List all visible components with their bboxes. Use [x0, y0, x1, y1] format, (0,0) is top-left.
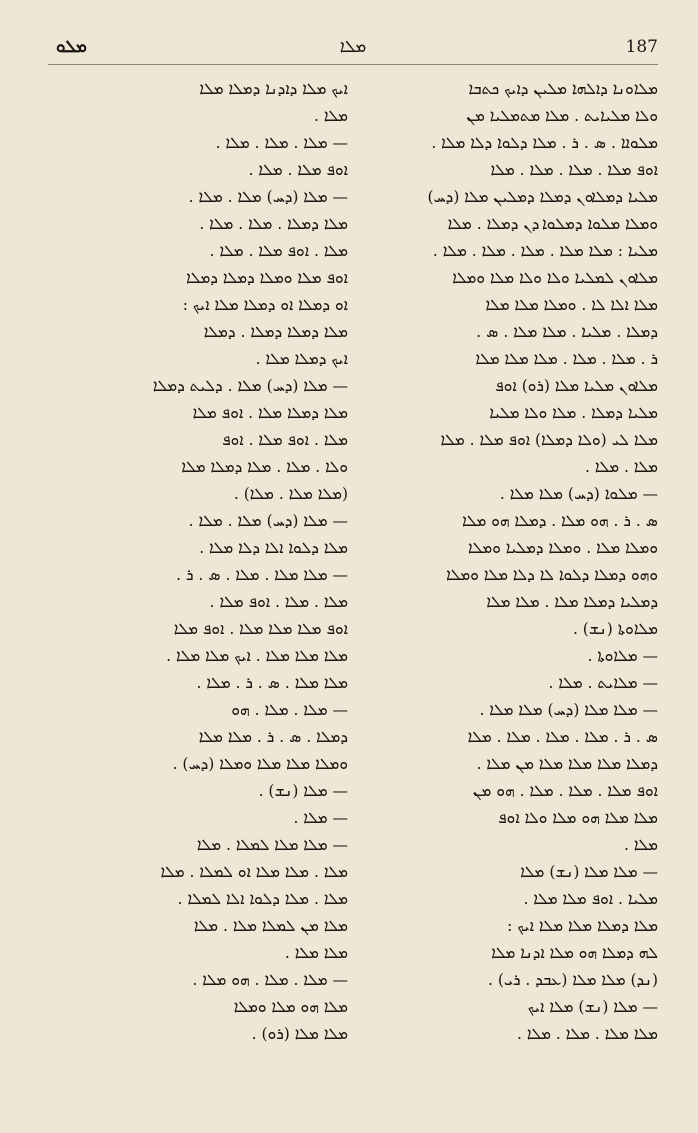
text-line: ܐܘܦ ܡܠܐ . ܡܠܐ . ܡܠܐ . ܗܘ ܡܢ — [472, 782, 658, 800]
text-line: ܡܠܐ . — [623, 836, 658, 854]
text-line: — ܡܠܐܝܬ . ܡܠܐ . — [548, 674, 658, 692]
text-line: ܡܠܘܐܐ . ܣ . ܪ . ܡܠܐ ܕܠܘܐ ܕܠܐ ܡܠܐ . — [431, 134, 658, 152]
text-line: — ܡܠܐ (ܕܚ) ܡܠܐ . ܡܠܐ . — [188, 188, 348, 206]
text-line: — ܡܠܐ . ܡܠܐ . ܡܠܐ . — [215, 134, 348, 152]
text-line: ܡܠܐ ܡܠܐ ܡܠܐ . ܐܝܟ ܡܠܐ ܡܠܐ . — [166, 647, 348, 665]
text-line: ܡܠܐ . ܡܠܐ . — [585, 458, 658, 476]
text-line: ܡܠܐ . ܐܘܦ ܡܠܐ . ܐܘܦ — [222, 431, 348, 449]
header-running-title: ܡܠܐ — [339, 37, 367, 57]
text-line: ܡܠܐ ܕܠܘܐ ܐܠܐ ܕܠܐ ܡܠܐ . — [199, 539, 348, 557]
text-line: ܡܠܐ ܡܠܐ . ܡܠܐ . ܡܠܐ . — [516, 1025, 658, 1043]
text-line: ܡܠܐ ܕܡܠܐ ܡܠܐ . ܐܘܦ ܡܠܐ — [192, 404, 348, 422]
text-line: ܣ . ܪ . ܡܠܐ . ܡܠܐ . ܡܠܐ . ܡܠܐ — [467, 728, 658, 746]
text-line: — ܡܠܐ ܡܠܐ (ܢܫ) ܡܠܐ — [520, 863, 658, 881]
right-column — [358, 76, 658, 1048]
text-line: ܡܠܐ . ܐܘܦ ܡܠܐ . ܡܠܐ . — [209, 242, 348, 260]
text-line: ܡܠܐ . — [313, 107, 348, 125]
text-line: ܡܠܐ ܡܠܐ . ܣ . ܪ . ܡܠܐ . — [196, 674, 348, 692]
text-line: ܘܠܐ . ܡܠܐ . ܡܠܐ ܕܡܠܐ ܡܠܐ — [181, 458, 348, 476]
text-line: ܘܡܠܐ ܡܠܐ . ܘܡܠܐ ܕܡܠܝܐ ܘܡܠܐ — [468, 539, 658, 557]
text-line: ܘܡܠܐ ܡܠܐ ܡܠܐ ܘܡܠܐ (ܕܚ) . — [172, 755, 348, 773]
text-line: — ܡܠܐ (ܢܫ) ܡܠܐ ܐܝܟ — [527, 998, 658, 1016]
text-line: — ܡܠܘܐ (ܕܚ) ܡܠܐ ܡܠܐ . — [499, 485, 658, 503]
header-catchword: ܡܠܘ — [56, 37, 87, 57]
text-line: ܡܠܐ ܡܢ ܠܡܠܐ ܡܠܐ . ܡܠܐ — [193, 917, 348, 935]
text-line: ܘܠܐ ܡܠܝܐܝܬ . ܡܠܐ ܡܬܡܠܝܐ ܡܢ — [466, 107, 658, 125]
text-line: ܡܠܐ ܕܡܠܐ ܕܡܠܐ . ܕܡܠܐ — [203, 323, 348, 341]
left-column — [48, 76, 348, 1048]
text-line: ܐܘܦ ܡܠܐ . ܡܠܐ . — [248, 161, 348, 179]
text-line: ܕܡܠܐ . ܣ . ܪ . ܡܠܐ ܡܠܐ — [198, 728, 348, 746]
page-header — [48, 36, 658, 58]
text-line: ܡܠܐܘܬܐ (ܢܫ) . — [572, 620, 658, 638]
text-line: ܘܗܘ ܕܡܠܐ ܕܠܘܐ ܠܐ ܕܠܐ ܡܠܐ ܘܡܠܐ — [446, 566, 658, 584]
page-number: 187 — [625, 37, 658, 57]
text-line: ܡܠܝܐ . ܐܘܦ ܡܠܐ ܡܠܐ . — [523, 890, 658, 908]
text-line: — ܡܠܐ (ܢܫ) . — [258, 782, 348, 800]
text-line: — ܡܠܐ (ܕܚ) ܡܠܐ . ܡܠܐ . — [188, 512, 348, 530]
header-rule — [48, 64, 658, 65]
text-line: — ܡܠܐ ܡܠܐ (ܕܚ) ܡܠܐ ܡܠܐ . — [479, 701, 658, 719]
text-line: ܡܠܐ . ܡܠܐ . ܐܘܦ ܡܠܐ . — [209, 593, 348, 611]
text-line: ܡܠܐܘܢ ܠܡܠܝܐ ܘܠܐ ܘܠܐ ܡܠܐ ܘܡܠܐ — [452, 269, 658, 287]
text-line: ܡܠܐܘܢܐ ܕܐܠܗܐ ܡܠܝܢ ܕܐܝܟ ܟܬܒܐ — [468, 80, 658, 98]
text-line: (ܡܠܐ ܡܠܐ . ܡܠܐ) . — [233, 485, 348, 503]
text-line: ܡܠܐܘܢ ܡܠܝܐ ܡܠܐ (ܪܘ) ܐܘܦ — [495, 377, 658, 395]
text-line: ܡܠܐ ܕܡܠܐ . ܡܠܐ . ܡܠܐ . — [199, 215, 348, 233]
text-line: ܡܠܐ ܗܘ ܡܠܐ ܘܡܠܐ — [233, 998, 348, 1016]
text-line: ܡܠܐ ܠܝ (ܘܠܐ ܕܡܠܐ) ܐܘܦ ܡܠܐ . ܡܠܐ — [440, 431, 658, 449]
text-line: ܐܝܟ ܡܠܐ ܕܐܕܢܐ ܕܡܠܐ ܡܠܐ — [199, 80, 348, 98]
text-line: ܡܠܝܐ ܕܡܠܐ . ܡܠܐ ܘܠܐ ܡܠܝܐ — [489, 404, 658, 422]
text-line: — ܡܠܐ . — [293, 809, 348, 827]
text-line: ܠܗ ܕܡܠܐ ܗܘ ܡܠܐ ܐܕܢܐ ܡܠܐ — [491, 944, 658, 962]
text-line: ܡܠܐ ܕܡܠܐ ܡܠܐ ܡܠܐ ܐܝܟ : — [507, 917, 658, 935]
text-line: ܐܘܦ ܡܠܐ ܘܡܠܐ ܕܡܠܐ ܕܡܠܐ — [186, 269, 348, 287]
text-line: ܐܘ ܕܡܠܐ ܐܘ ܕܡܠܐ ܡܠܐ ܐܝܟ : — [182, 296, 348, 314]
text-line: ܐܘܦ ܡܠܐ . ܡܠܐ . ܡܠܐ . ܡܠܐ — [490, 161, 658, 179]
text-line: ܡܠܐ ܡܠܐ (ܪܘ) . — [251, 1025, 348, 1043]
text-line: ܕܡܠܝܐ ܕܡܠܐ ܡܠܐ . ܡܠܐ ܡܠܐ — [486, 593, 658, 611]
text-line: ܡܠܐ . ܡܠܐ ܡܠܐ ܐܘ ܠܡܠܐ . ܡܠܐ — [160, 863, 348, 881]
text-line: ܘܡܠܐ ܡܠܘܐ ܕܡܠܘܐ ܕܢ ܕܡܠܐ . ܡܠܐ — [447, 215, 658, 233]
text-line: — ܡܠܐ . ܡܠܐ . ܗܘ — [231, 701, 348, 719]
text-line: ܡܠܐ ܡܠܐ . — [284, 944, 348, 962]
text-line: ܡܠܐ ܡܠܐ ܗܘ ܡܠܐ ܘܠܐ ܐܘܦ — [498, 809, 658, 827]
text-line: ܡܠܝܐ : ܡܠܐ ܡܠܐ . ܡܠܐ . ܡܠܐ . ܡܠܐ . — [432, 242, 658, 260]
text-line: ܪ . ܡܠܐ . ܡܠܐ . ܡܠܐ ܡܠܐ ܡܠܐ — [475, 350, 658, 368]
text-line: — ܡܠܐ (ܕܚ) ܡܠܐ . ܕܠܝܬ ܕܡܠܐ — [152, 377, 348, 395]
text-line: ܕܡܠܐ . ܡܠܝܐ . ܡܠܐ ܡܠܐ . ܣ . — [476, 323, 658, 341]
text-line: ܡܠܐ . ܡܠܐ ܕܠܘܐ ܐܠܐ ܠܡܠܐ . — [177, 890, 348, 908]
text-line: — ܡܠܐ ܡܠܐ ܠܡܠܐ . ܡܠܐ — [196, 836, 348, 854]
text-line: ܡܠܝܐ ܕܡܠܐܘܢ ܕܡܠܐ ܕܡܠܝܢ ܡܠܐ (ܕܚ) — [427, 188, 658, 206]
text-line: ܐܝܟ ܕܡܠܐ ܡܠܐ . — [255, 350, 348, 368]
text-line: — ܡܠܐ ܡܠܐ . ܡܠܐ . ܣ . ܪ . — [176, 566, 348, 584]
text-line: — ܡܠܐܘܬܐ . — [587, 647, 658, 665]
text-line: ܐܘܦ ܡܠܐ ܡܠܐ ܡܠܐ . ܐܘܦ ܡܠܐ — [173, 620, 348, 638]
text-line: ܣ . ܪ . ܗܘ ܡܠܐ . ܕܡܠܐ ܗܘ ܡܠܐ — [462, 512, 658, 530]
text-line: — ܡܠܐ . ܡܠܐ . ܗܘ ܡܠܐ . — [192, 971, 348, 989]
text-line: (ܢܕ) ܡܠܐ ܡܠܐ (ܥܒܕ . ܪܝ) . — [488, 971, 658, 989]
text-line: ܕܡܠܐ ܡܠܐ ܡܠܐ ܡܠܐ ܡܢ ܡܠܐ . — [476, 755, 658, 773]
text-line: ܡܠܐ ܐܠܐ ܠܐ . ܘܡܠܐ ܡܠܐ ܡܠܐ — [485, 296, 658, 314]
